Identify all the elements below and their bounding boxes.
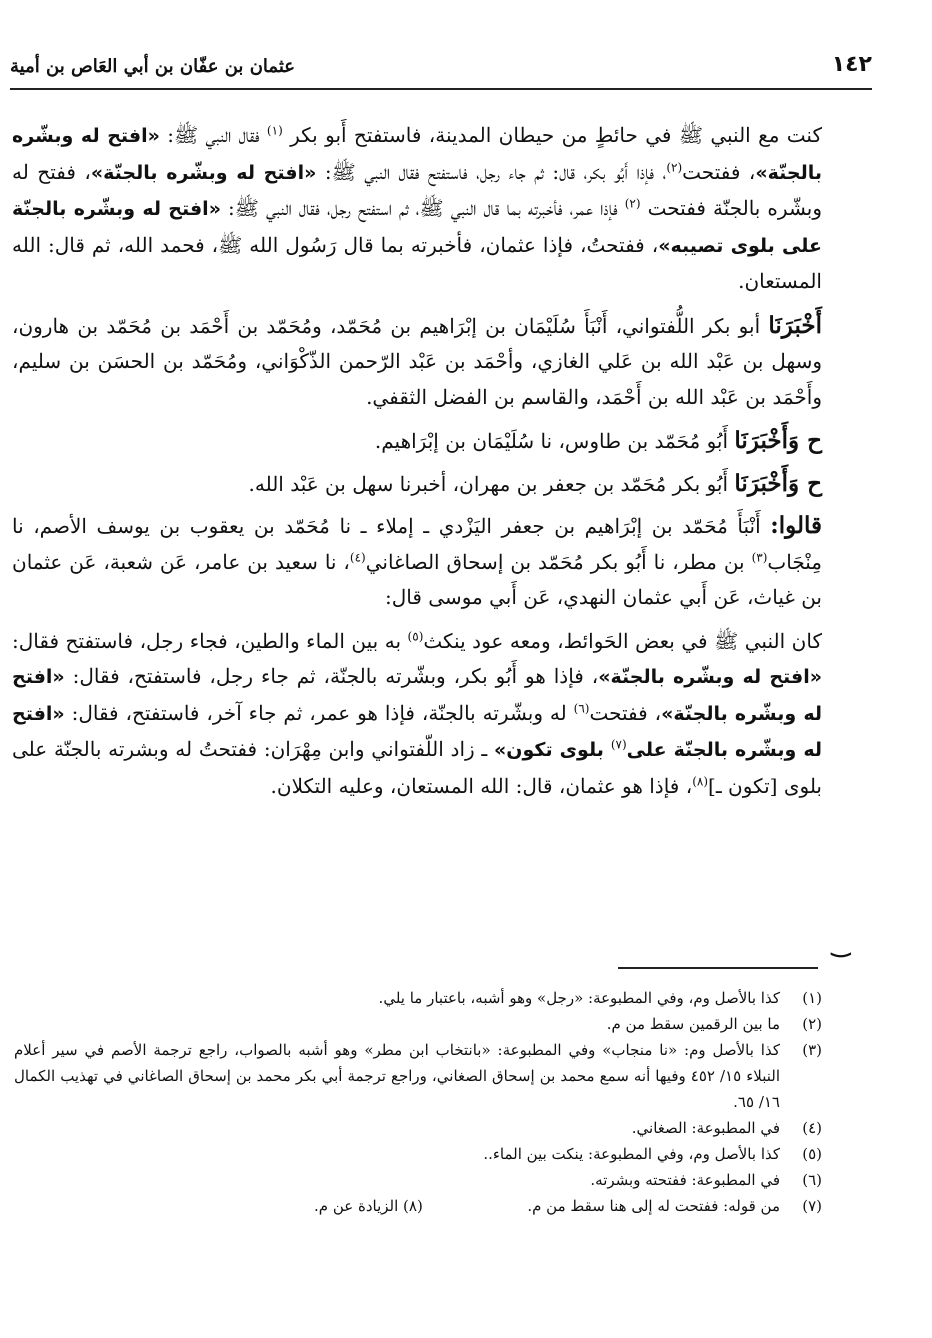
body-text: أَبُو بكر مُحَمّد بن جعفر بن مهران، أخبرنا سهل بن عَبْد الله. [248,471,735,496]
main-text [12,118,822,812]
body-text: به بين الماء والطين، فجاء رجل، فاستفتح فقال: [12,628,408,653]
footnote-ref: (١) [266,123,283,138]
footnote-number: (٢) [802,1015,822,1033]
footnote-ref: (٥) [407,628,424,643]
footnote-text: كذا بالأصل وم: «نا منجاب» وفي المطبوعة: «بانتخاب ابن مطر» وهو أشبه بالصواب، راجع ترجمة الأصم في سير أعلام النبلاء ١٥/ ٤٥٢ وفيها أنه سمع محمد بن إسحاق الصغاني، وراجع ترجمة أبي بكر محمد بن إسحاق الصاغاني في تهذيب الكمال ١٦/ ٦٥. [14,1041,781,1111]
paragraph [12,466,822,503]
body-text: ، ففتحتُ، فإذا عثمان، فأخبرته بما قال رَسُول الله ﷺ، فحمد الله، ثم قال: الله المستعان. [12,232,822,293]
quote-text: «افتح له وبشّره بالجنّة» [12,125,823,184]
quote-text: «افتح له وبشّره بالجنّة على بلوى تصيبه» [12,198,822,257]
quote-text: بلوى تكون» [494,739,611,761]
body-text: بن مطر، نا أَبُو بكر مُحَمّد بن إسحاق الصاغاني [365,549,752,574]
footnote-number: (٣) [802,1041,822,1059]
footnote-text: كذا بالأصل وم، وفي المطبوعة: «رجل» وهو أشبه، باعتبار ما يلي. [378,989,780,1007]
body-text: ، ففتحت [682,159,756,184]
isnad-opening: قالوا: [770,512,822,539]
footnote [14,1011,822,1037]
page-header [10,52,872,90]
footnote-number: (٤) [802,1119,822,1137]
footnote [14,985,822,1011]
footnote-ref: (٣) [751,549,768,564]
isnad-opening: ح وَأَخْبَرَنَا [734,427,822,454]
footnote-ref: (٧) [610,737,627,752]
footnote-number: (٧) [802,1197,822,1215]
footnote-text: في المطبوعة: ففتحته وبشرته. [590,1171,780,1189]
body-text: ، ففتحت [589,700,662,725]
page-number: ١٤٢ [831,52,872,77]
body-text: له وبشّرته بالجنّة، فإذا هو عمر، ثم جاء آخر، فاستفتح، فقال: [64,700,574,725]
running-title: عثمان بن عفّان بن أبي العَاص بن أمية [10,56,295,77]
footnote-number: (١) [802,989,822,1007]
footnote-ref: (٨) [692,773,709,788]
footnote-text-part: من قوله: ففتحت له إلى هنا سقط من م. [527,1197,780,1215]
footnote [14,1193,822,1219]
body-text: ، ففتح له وبشّره بالجنّة ففتحت [12,159,823,220]
footnote-ref: (٢) [624,196,641,211]
footnote-extra: (٨) الزيادة عن م. [314,1197,423,1215]
paragraph [12,423,822,460]
quote-text: «افتح له وبشّره بالجنّة» [598,666,823,688]
footnote-text [14,1193,780,1219]
margin-mark: ‿ [832,932,850,958]
isnad-opening: ح وَأَخْبَرَنَا [734,469,822,497]
footnote-text: ما بين الرقمين سقط من م. [606,1015,780,1033]
quote-text: «افتح له وبشّره بالجنّة على [12,702,822,761]
quote-text: «افتح له وبشّره بالجنّة» [12,666,822,725]
footnote [14,1037,822,1115]
body-text: أبو بكر اللُّفتواني، أَنْبَأَ سُلَيْمَان بن إبْرَاهيم بن مُحَمّد، ومُحَمّد بن أَحْمَد بن مُحَمّد بن هارون، وسهل بن عَبْد الله بن عَلي الغازي، وأحْمَد بن عَبْد الرّحمن الذّكْوَاني، ومُحَمّد بن الحسَن بن سليم، وأَحْمَد بن عَبْد الله بن أَحْمَد، والقاسم بن الفضل الثقفي. [12,313,822,409]
footnote [14,1115,822,1141]
footnote-ref: (٢) [666,159,683,174]
paragraph [12,508,822,616]
footnotes [14,985,822,1219]
paragraph [12,118,822,300]
paragraph [12,308,822,416]
footnote-ref: (٤) [349,549,366,564]
body-text: ، نا سعيد بن عامر، عَن شعبة، عَن عثمان بن غياث، عَن أَبي عثمان النهدي، عَن أَبي موسى قال: [12,549,822,609]
footnote [14,1141,822,1167]
body-text: أَبُو مُحَمّد بن طاوس، نا سُلَيْمَان بن إبْرَاهيم. [374,429,735,453]
body-text: ـ زاد اللّفتواني وابن مِهْرَان: ففتحتُ له وبشرته بالجنّة على بلوى [تكون ـ] [12,737,822,798]
footnote-ref: (٦) [573,700,590,715]
footnote-text: كذا بالأصل وم، وفي المطبوعة: ينكت بين الماء.. [483,1145,780,1163]
body-text: أَنْبَأَ مُحَمّد بن إبْرَاهيم بن جعفر اليَزْدي ـ إملاء ـ نا مُحَمّد بن يعقوب بن يوسف الأصم، نا مِنْجَاب [12,514,822,574]
isnad-opening: أَخْبَرَنَا [768,311,822,339]
footnote-number: (٦) [802,1171,822,1189]
footnote-text: في المطبوعة: الصغاني. [631,1119,780,1137]
footnote-number: (٥) [802,1145,822,1163]
body-text: فإذا عمر، فأخبرته بما قال النبي ﷺ، ثم استفتح رجل، فقال النبي ﷺ: [220,196,625,220]
footnote [14,1167,822,1193]
paragraph [12,624,822,805]
body-text: كان النبي ﷺ في بعض الحَوائط، ومعه عود ينكث [423,628,822,653]
body-text: ، فإذا أَبُو بكر، قال: ثم جاء رجل، فاستفتح فقال النبي ﷺ: [316,159,667,184]
body-text: كنت مع النبي ﷺ في حائطٍ من حيطان المدينة، فاستفتح أَبو بكر [282,123,822,147]
quote-text: «افتح له وبشّره بالجنّة» [90,161,317,184]
footnote-separator [618,967,818,969]
body-text: ، فإذا هو عثمان، قال: الله المستعان، وعليه التكلان. [270,773,693,798]
body-text: ، فإذا هو أَبُو بكر، وبشّرته بالجنّة، ثم جاء رجل، فاستفتح، فقال: [64,664,599,688]
body-text: فقال النبي ﷺ: [159,123,267,147]
